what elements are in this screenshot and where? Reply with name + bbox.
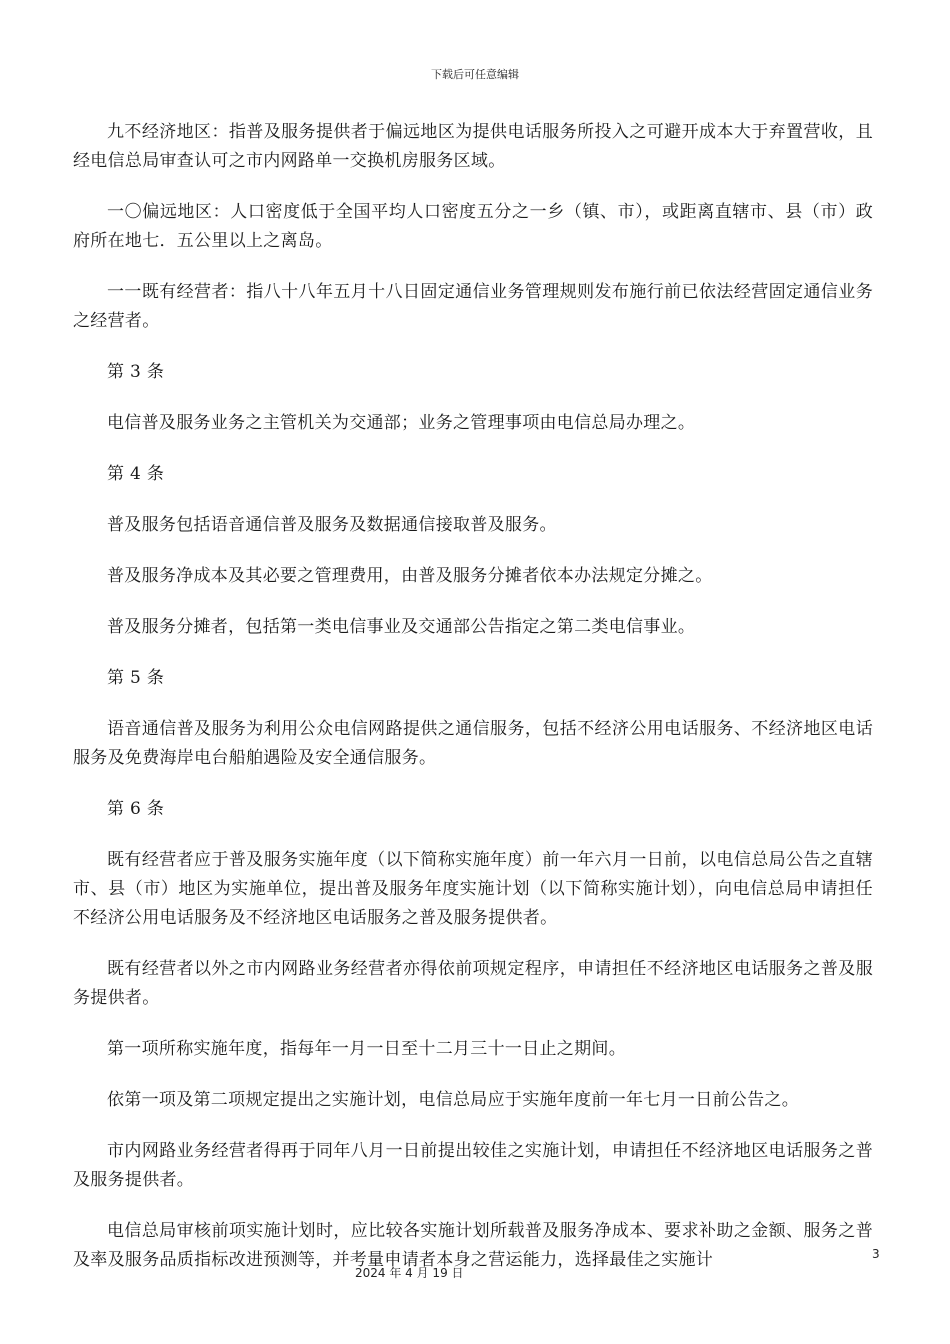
article-5-heading: 第 5 条 bbox=[107, 668, 165, 688]
article-4-heading: 第 4 条 bbox=[107, 464, 165, 484]
paragraph-article-6-3: 第一项所称实施年度，指每年一月一日至十二月三十一日止之期间。 bbox=[107, 1039, 626, 1059]
paragraph-article-6-1: 既有经营者应于普及服务实施年度（以下简称实施年度）前一年六月一日前，以电信总局公告之直辖市、县（市）地区为实施单位，提出普及服务年度实施计划（以下简称实施计划），向电信总局申请担任不经济公用电话服务及不经济地区电话服务之普及服务提供者。 bbox=[73, 850, 873, 928]
paragraph-definition-9: 九不经济地区：指普及服务提供者于偏远地区为提供电话服务所投入之可避开成本大于弃置营收，且经电信总局审查认可之市内网路单一交换机房服务区域。 bbox=[73, 122, 873, 171]
article-3-heading: 第 3 条 bbox=[107, 362, 165, 382]
footer-date: 2024 年 4 月 19 日 bbox=[355, 1266, 464, 1280]
paragraph-definition-10: 一〇偏远地区：人口密度低于全国平均人口密度五分之一乡（镇、市），或距离直辖市、县（市）政府所在地七．五公里以上之离岛。 bbox=[73, 202, 873, 251]
paragraph-definition-11: 一一既有经营者：指八十八年五月十八日固定通信业务管理规则发布施行前已依法经营固定通信业务之经营者。 bbox=[73, 282, 873, 331]
paragraph-article-6-5: 市内网路业务经营者得再于同年八月一日前提出较佳之实施计划，申请担任不经济地区电话服务之普及服务提供者。 bbox=[73, 1141, 873, 1190]
paragraph-article-4-2: 普及服务净成本及其必要之管理费用，由普及服务分摊者依本办法规定分摊之。 bbox=[107, 566, 713, 586]
paragraph-article-6-4: 依第一项及第二项规定提出之实施计划，电信总局应于实施年度前一年七月一日前公告之。 bbox=[107, 1090, 799, 1110]
document-body bbox=[73, 118, 873, 1297]
paragraph-article-3: 电信普及服务业务之主管机关为交通部；业务之管理事项由电信总局办理之。 bbox=[107, 413, 696, 433]
paragraph-article-6-6: 电信总局审核前项实施计划时，应比较各实施计划所载普及服务净成本、要求补助之金额、服务之普及率及服务品质指标改进预测等，并考量申请者本身之营运能力，选择最佳之实施计 bbox=[73, 1221, 873, 1270]
page-header: 下载后可任意编辑 bbox=[431, 68, 519, 81]
paragraph-article-6-2: 既有经营者以外之市内网路业务经营者亦得依前项规定程序，申请担任不经济地区电话服务之普及服务提供者。 bbox=[73, 959, 873, 1008]
paragraph-article-5: 语音通信普及服务为利用公众电信网路提供之通信服务，包括不经济公用电话服务、不经济地区电话服务及免费海岸电台船舶遇险及安全通信服务。 bbox=[73, 719, 873, 768]
paragraph-article-4-3: 普及服务分摊者，包括第一类电信事业及交通部公告指定之第二类电信事业。 bbox=[107, 617, 696, 637]
article-6-heading: 第 6 条 bbox=[107, 799, 165, 819]
paragraph-article-4-1: 普及服务包括语音通信普及服务及数据通信接取普及服务。 bbox=[107, 515, 557, 535]
page-number: 3 bbox=[872, 1247, 880, 1261]
